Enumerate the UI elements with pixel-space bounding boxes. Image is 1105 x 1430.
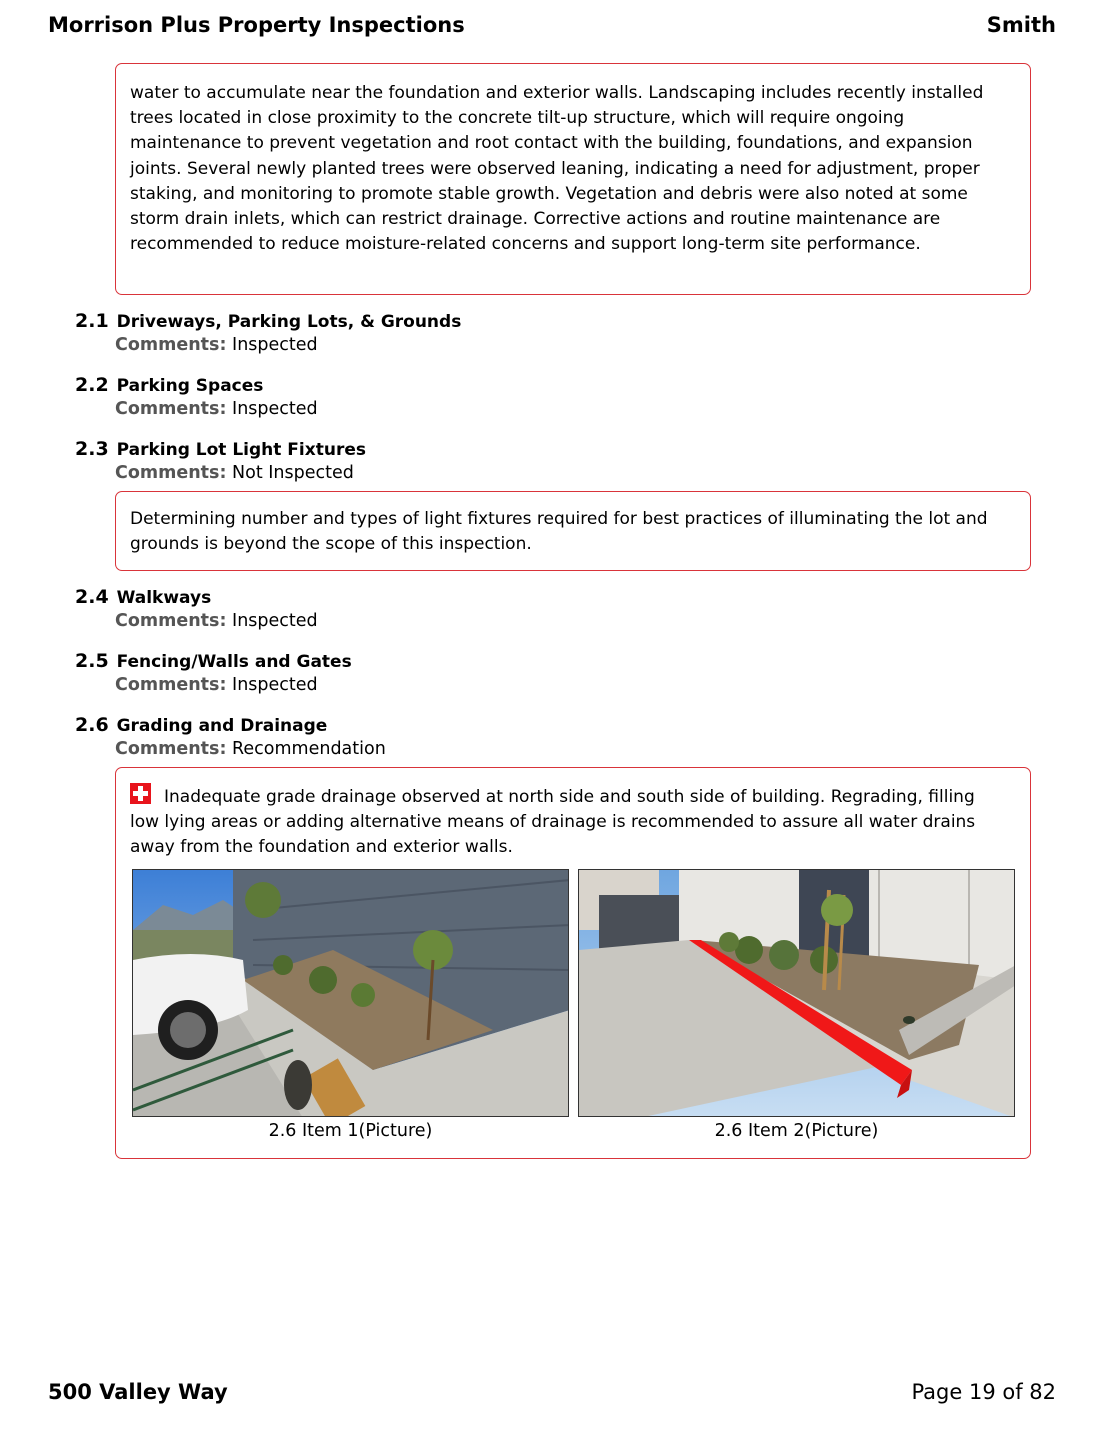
- item-comment: [115, 335, 461, 355]
- intro-note-text: water to accumulate near the foundation and exterior walls. Landscaping includes recently installed trees located in close proximity to the concrete tilt-up structure, which will require ongoing maintenance to prevent vegetation and root contact with the building, foundations, and expansion joints. Several newly planted trees were observed leaning, indicating a need for adjustment, proper staking, and monitoring to promote stable growth. Vegetation and debris were also noted at some storm drain inlets, which can restrict drainage. Corrective actions and routine maintenance are recommended to reduce moisture-related concerns and support long-term site performance.: [130, 83, 984, 255]
- light-fixtures-note-box: [115, 491, 1031, 571]
- comment-value: Inspected: [232, 399, 318, 419]
- item-2-1: [75, 310, 461, 355]
- comments-label: Comments:: [115, 463, 227, 483]
- item-title-text: Driveways, Parking Lots, & Grounds: [116, 312, 462, 332]
- item-title-text: Grading and Drainage: [116, 716, 328, 736]
- item-comment: [115, 739, 386, 759]
- page-number: Page 19 of 82: [911, 1380, 1056, 1404]
- curb-photo: [579, 870, 1015, 1117]
- item-number: 2.4: [75, 586, 109, 608]
- comments-label: Comments:: [115, 335, 227, 355]
- comment-value: Not Inspected: [232, 463, 354, 483]
- comment-value: Inspected: [232, 675, 318, 695]
- item-title-text: Fencing/Walls and Gates: [116, 652, 352, 672]
- item-title: [75, 650, 352, 672]
- item-title-text: Parking Lot Light Fixtures: [116, 440, 366, 460]
- recommendation-cross-icon: [130, 783, 151, 804]
- comments-label: Comments:: [115, 675, 227, 695]
- item-title: [75, 586, 318, 608]
- item-title: [75, 714, 386, 736]
- item-title-text: Parking Spaces: [116, 376, 264, 396]
- item-2-6: [75, 714, 386, 759]
- company-name: Morrison Plus Property Inspections: [48, 13, 465, 37]
- item-title: [75, 438, 366, 460]
- item-2-5: [75, 650, 352, 695]
- drainage-recommendation-box: [115, 767, 1031, 1159]
- item-number: 2.1: [75, 310, 109, 332]
- item-title: [75, 310, 461, 332]
- item-comment: [115, 611, 318, 631]
- item-2-4: [75, 586, 318, 631]
- photo-caption: 2.6 Item 1(Picture): [268, 1121, 433, 1141]
- item-number: 2.6: [75, 714, 109, 736]
- item-comment: [115, 675, 352, 695]
- comment-value: Inspected: [232, 335, 318, 355]
- photo-item-1[interactable]: [132, 869, 569, 1117]
- item-2-3: [75, 438, 366, 483]
- item-title-text: Walkways: [116, 588, 212, 608]
- item-2-2: [75, 374, 318, 419]
- comment-value: Inspected: [232, 611, 318, 631]
- property-address: 500 Valley Way: [48, 1380, 228, 1404]
- photo-item-2[interactable]: [578, 869, 1015, 1117]
- comments-label: Comments:: [115, 611, 227, 631]
- drainage-note: [116, 783, 1030, 861]
- item-number: 2.5: [75, 650, 109, 672]
- intro-note-box: [115, 63, 1031, 295]
- comments-label: Comments:: [115, 399, 227, 419]
- drainage-note-text: Inadequate grade drainage observed at north side and south side of building. Regrading, filling low lying areas or adding alternative means of drainage is recommended to assure all water drains away from the foundation and exterior walls.: [130, 787, 976, 858]
- client-name: Smith: [986, 13, 1056, 37]
- photo-caption: 2.6 Item 2(Picture): [714, 1121, 879, 1141]
- comment-value: Recommendation: [232, 739, 386, 759]
- item-number: 2.3: [75, 438, 109, 460]
- comments-label: Comments:: [115, 739, 227, 759]
- item-title: [75, 374, 318, 396]
- parking-lot-photo: [133, 870, 569, 1117]
- item-comment: [115, 399, 318, 419]
- light-fixtures-note-text: Determining number and types of light fixtures required for best practices of illuminating the lot and grounds is beyond the scope of this inspection.: [130, 509, 988, 555]
- item-number: 2.2: [75, 374, 109, 396]
- item-comment: [115, 463, 366, 483]
